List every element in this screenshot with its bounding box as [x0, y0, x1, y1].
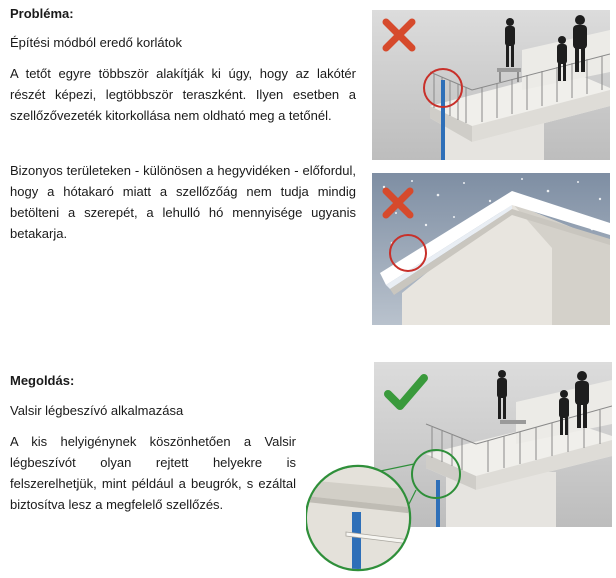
problem-heading: Probléma:	[10, 6, 74, 21]
terrace-problem-illustration	[372, 10, 610, 160]
problem-paragraph-terrace: A tetőt egyre többször alakítják ki úgy, hogy az lakótér részét képezi, legtöbbször teraszként. Ilyen esetben a szellőzővezeték kitorkollása nem oldható meg a tetőnél.	[10, 66, 356, 123]
snow-roof-problem-illustration	[372, 173, 610, 325]
vent-pipe-detail	[352, 512, 361, 572]
solution-subtitle: Valsir légbeszívó alkalmazása	[10, 403, 184, 418]
cross-mark-icon	[380, 16, 418, 54]
check-mark-icon	[382, 372, 430, 412]
problem-paragraph-snow: Bizonyos területeken - különösen a hegyvidéken - előfordul, hogy a hótakaró miatt a szellőzőág nem tudja mindig betölteni a szerepét, a lehulló hó mennyisége ugyanis betakarja.	[10, 163, 356, 241]
vent-pipe	[441, 80, 445, 160]
solution-heading: Megoldás:	[10, 373, 75, 388]
problem-subtitle: Építési módból eredő korlátok	[10, 35, 182, 50]
cross-mark-icon	[380, 185, 416, 221]
solution-illustration	[306, 362, 612, 576]
solution-paragraph: A kis helyigénynek köszönhetően a Valsir légbeszívót olyan rejtett helyekre is felszerelhetjük, mint például a beugrók, s ezáltal biztosítva lesz a megfelelő szellőzés.	[10, 434, 296, 512]
